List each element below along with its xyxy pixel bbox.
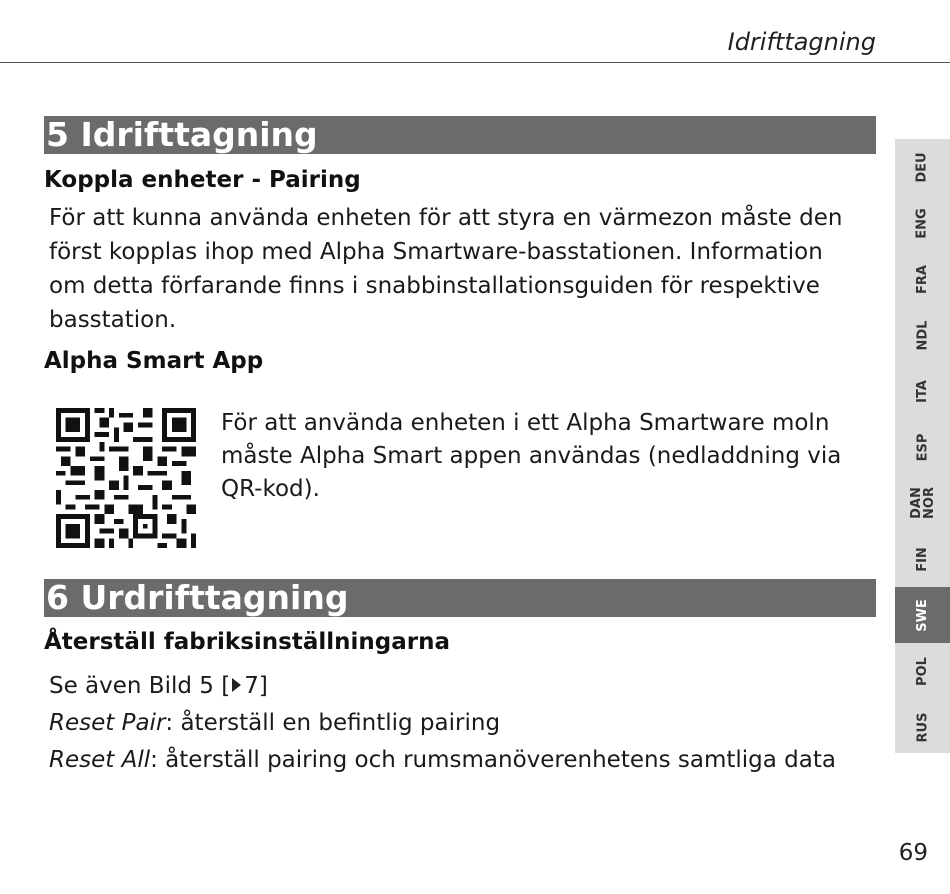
section-5-heading-text: 5 Idrifttagning	[46, 116, 318, 154]
paragraph-line: För att kunna använda enheten för att styra en värmezon måste den	[49, 205, 843, 231]
pairing-paragraph	[49, 201, 842, 337]
lang-tab-label: ENG	[915, 207, 930, 239]
see-also-prefix: Se även Bild 5 [	[49, 673, 231, 699]
app-description	[221, 407, 841, 506]
paragraph-line: För att använda enheten i ett Alpha Smartware moln	[221, 410, 830, 436]
lang-tab-label: FIN	[914, 546, 930, 572]
paragraph-line: basstation.	[49, 307, 177, 333]
header-rule	[0, 62, 950, 63]
lang-tab-rus[interactable]	[895, 699, 950, 755]
triangle-right-icon	[232, 678, 241, 692]
see-also-line	[49, 673, 268, 699]
reset-pair-line	[49, 710, 500, 736]
reset-pair-text: : återställ en befintlig pairing	[165, 710, 501, 736]
lang-tab-label: DAN NOR	[908, 487, 937, 519]
paragraph-line: först kopplas ihop med Alpha Smartware-basstationen. Information	[49, 239, 823, 265]
factory-reset-subheading: Återställ fabriksinställningarna	[44, 629, 451, 655]
paragraph-line: QR-kod).	[221, 476, 320, 502]
lang-tab-label: NDL	[915, 320, 930, 350]
lang-tab-label: DEU	[914, 151, 930, 183]
pairing-subheading: Koppla enheter - Pairing	[44, 167, 361, 193]
language-tabs	[895, 139, 950, 753]
see-also-page-ref[interactable]: 7]	[244, 673, 268, 699]
lang-tab-eng[interactable]	[895, 195, 950, 251]
lang-tab-label: SWE	[915, 598, 930, 632]
reset-all-text: : återställ pairing och rumsmanöverenhetens samtliga data	[150, 747, 836, 773]
lang-tab-label: POL	[915, 656, 930, 686]
lang-tab-pol[interactable]	[895, 643, 950, 699]
lang-tab-ita[interactable]	[895, 363, 950, 419]
lang-tab-swe[interactable]	[895, 587, 950, 643]
lang-tab-label: ESP	[915, 433, 930, 461]
reset-pair-label: Reset Pair	[49, 710, 166, 736]
reset-all-label: Reset All	[49, 747, 151, 773]
lang-tab-deu[interactable]	[895, 139, 950, 195]
lang-tab-label: FRA	[914, 264, 930, 294]
section-5-heading	[44, 116, 876, 154]
header-title: Idrifttagning	[727, 28, 876, 56]
section-6-heading-text: 6 Urdrifttagning	[46, 579, 349, 617]
lang-tab-fin[interactable]	[895, 531, 950, 587]
app-subheading: Alpha Smart App	[44, 348, 264, 374]
lang-tab-label: RUS	[915, 712, 930, 742]
paragraph-line: måste Alpha Smart appen användas (nedladdning via	[221, 443, 842, 469]
lang-tab-esp[interactable]	[895, 419, 950, 475]
lang-tab-label: ITA	[914, 379, 930, 403]
lang-tab-dan-nor[interactable]	[895, 475, 950, 531]
lang-tab-ndl[interactable]	[895, 307, 950, 363]
reset-all-line	[49, 747, 836, 773]
page-number: 69	[898, 840, 928, 866]
qr-code-image	[56, 408, 196, 548]
paragraph-line: om detta förfarande finns i snabbinstallationsguiden för respektive	[49, 273, 820, 299]
lang-tab-fra[interactable]	[895, 251, 950, 307]
section-6-heading	[44, 579, 876, 617]
